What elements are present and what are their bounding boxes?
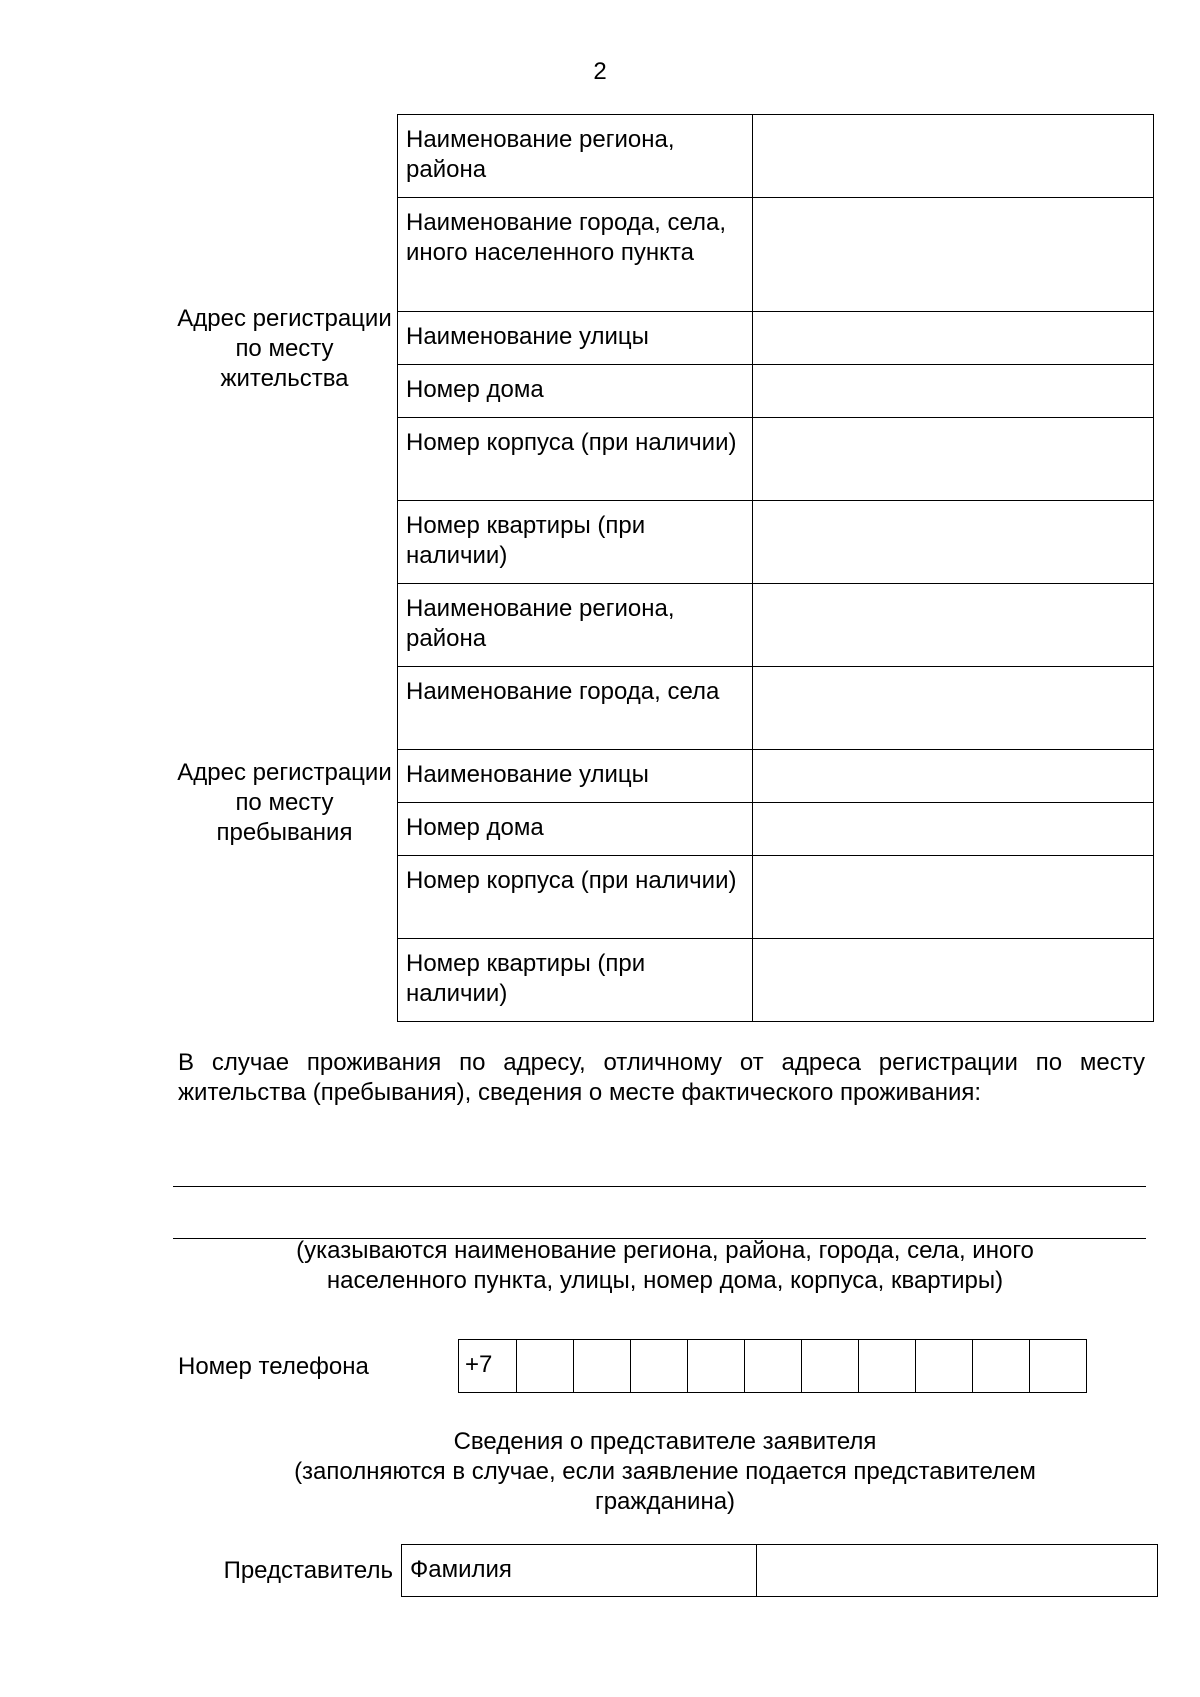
phone-label: Номер телефона <box>178 1353 369 1380</box>
actual-residence-text: В случае проживания по адресу, отличному от адреса регистрации по месту жительства (пребывания), сведения о месте фактического проживания: <box>178 1049 1145 1106</box>
residence-apartment-field[interactable] <box>753 501 1154 584</box>
representative-label: Представитель <box>223 1556 393 1584</box>
representative-heading <box>230 1427 1100 1517</box>
stay-apartment-field[interactable] <box>753 939 1154 1022</box>
phone-digit-box[interactable] <box>1029 1340 1086 1392</box>
stay-region-label: Наименование региона, района <box>398 584 753 667</box>
residence-house-field[interactable] <box>753 365 1154 418</box>
representative-surname-label: Фамилия <box>402 1545 757 1597</box>
stay-house-label: Номер дома <box>398 803 753 856</box>
table-row <box>176 1545 1158 1597</box>
stay-apartment-label: Номер квартиры (при наличии) <box>398 939 753 1022</box>
phone-digit-box[interactable] <box>915 1340 972 1392</box>
actual-residence-line-1[interactable] <box>173 1186 1146 1187</box>
representative-heading-note: (заполняются в случае, если заявление подается представителем гражданина) <box>294 1458 1036 1515</box>
residence-street-label: Наименование улицы <box>398 312 753 365</box>
stay-address-label: Адрес регистрации по месту пребывания <box>177 758 392 846</box>
stay-street-field[interactable] <box>753 750 1154 803</box>
residence-city-field[interactable] <box>753 198 1154 312</box>
representative-heading-title: Сведения о представителе заявителя <box>453 1428 877 1455</box>
phone-digit-box[interactable] <box>516 1340 573 1392</box>
residence-region-label: Наименование региона, района <box>398 115 753 198</box>
stay-city-label: Наименование города, села <box>398 667 753 750</box>
stay-region-field[interactable] <box>753 584 1154 667</box>
phone-input[interactable] <box>458 1339 1087 1393</box>
residence-address-label: Адрес регистрации по месту жительства <box>177 305 392 392</box>
stay-building-label: Номер корпуса (при наличии) <box>398 856 753 939</box>
residence-building-field[interactable] <box>753 418 1154 501</box>
phone-digit-box[interactable] <box>630 1340 687 1392</box>
actual-residence-hint: (указываются наименование региона, района, города, села, иного населенного пункта, улицы, номер дома, корпуса, квартиры) <box>296 1237 1034 1294</box>
table-row <box>176 115 1154 198</box>
residence-house-label: Номер дома <box>398 365 753 418</box>
table-row <box>176 584 1154 667</box>
stay-building-field[interactable] <box>753 856 1154 939</box>
residence-street-field[interactable] <box>753 312 1154 365</box>
residence-city-label: Наименование города, села, иного населенного пункта <box>398 198 753 312</box>
address-table <box>176 114 1154 1022</box>
stay-street-label: Наименование улицы <box>398 750 753 803</box>
phone-digit-box[interactable] <box>687 1340 744 1392</box>
phone-digit-box[interactable] <box>801 1340 858 1392</box>
representative-surname-field[interactable] <box>757 1545 1158 1597</box>
phone-digit-box[interactable] <box>972 1340 1029 1392</box>
page-number: 2 <box>593 58 607 85</box>
residence-building-label: Номер корпуса (при наличии) <box>398 418 753 501</box>
stay-house-field[interactable] <box>753 803 1154 856</box>
representative-table <box>176 1544 1158 1597</box>
phone-digit-box[interactable] <box>858 1340 915 1392</box>
phone-prefix: +7 <box>465 1351 493 1378</box>
residence-apartment-label: Номер квартиры (при наличии) <box>398 501 753 584</box>
residence-region-field[interactable] <box>753 115 1154 198</box>
phone-digit-box[interactable] <box>744 1340 801 1392</box>
stay-city-field[interactable] <box>753 667 1154 750</box>
phone-digit-box[interactable] <box>573 1340 630 1392</box>
